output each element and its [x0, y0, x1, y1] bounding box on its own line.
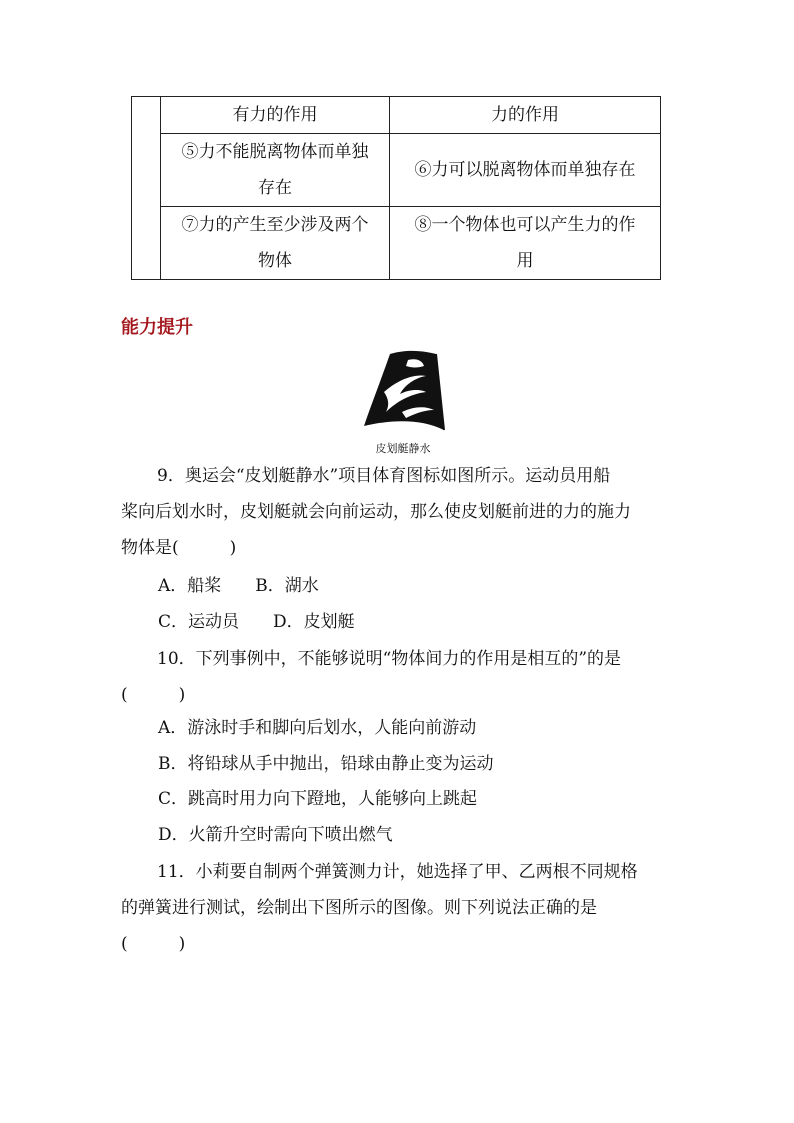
- q9-line: 桨向后划水时，皮划艇就会向前运动，那么使皮划艇前进的力的施力: [121, 502, 631, 522]
- table-row: [132, 134, 661, 207]
- q10-option: B．将铅球从手中抛出，铅球由静止变为运动: [158, 754, 494, 774]
- q9-line: 9．奥运会“皮划艇静水”项目体育图标如图所示。运动员用船: [157, 466, 611, 486]
- figure-caption: 皮划艇静水: [375, 442, 431, 455]
- q9-options: C．运动员 D．皮划艇: [158, 612, 355, 632]
- kayak-icon: [360, 348, 446, 438]
- table-cell: [161, 207, 390, 280]
- q10-line: ( ): [121, 685, 186, 705]
- table-header-row: [132, 97, 661, 134]
- cell-line: 用: [516, 251, 534, 271]
- q9-line: 物体是( ): [121, 538, 237, 558]
- section-title: 能力提升: [121, 317, 193, 338]
- table-row: [132, 207, 661, 280]
- q11-line: 11．小莉要自制两个弹簧测力计，她选择了甲、乙两根不同规格: [157, 862, 638, 882]
- cell-line: ⑧一个物体也可以产生力的作: [414, 215, 636, 235]
- cell-line: 存在: [258, 178, 292, 198]
- q10-option: D．火箭升空时需向下喷出燃气: [158, 825, 393, 845]
- table-header-cell: 力的作用: [390, 97, 661, 134]
- table-header-cell: 有力的作用: [161, 97, 390, 134]
- table-blank-column: [132, 97, 161, 280]
- cell-line: ⑦力的产生至少涉及两个: [181, 215, 369, 235]
- cell-line: ⑤力不能脱离物体而单独: [181, 142, 369, 162]
- q10-option: C．跳高时用力向下蹬地，人能够向上跳起: [158, 789, 478, 809]
- table-cell: ⑥力可以脱离物体而单独存在: [390, 134, 661, 207]
- comparison-table: [131, 96, 661, 280]
- q10-option: A．游泳时手和脚向后划水，人能向前游动: [158, 718, 477, 738]
- cell-line: 物体: [258, 251, 292, 271]
- q9-options: A．船桨 B．湖水: [158, 576, 319, 596]
- table-cell: [161, 134, 390, 207]
- q11-line: 的弹簧进行测试，绘制出下图所示的图像。则下列说法正确的是: [121, 898, 597, 918]
- table-cell: [390, 207, 661, 280]
- q10-line: 10．下列事例中，不能够说明“物体间力的作用是相互的”的是: [157, 649, 622, 669]
- q11-line: ( ): [121, 934, 186, 954]
